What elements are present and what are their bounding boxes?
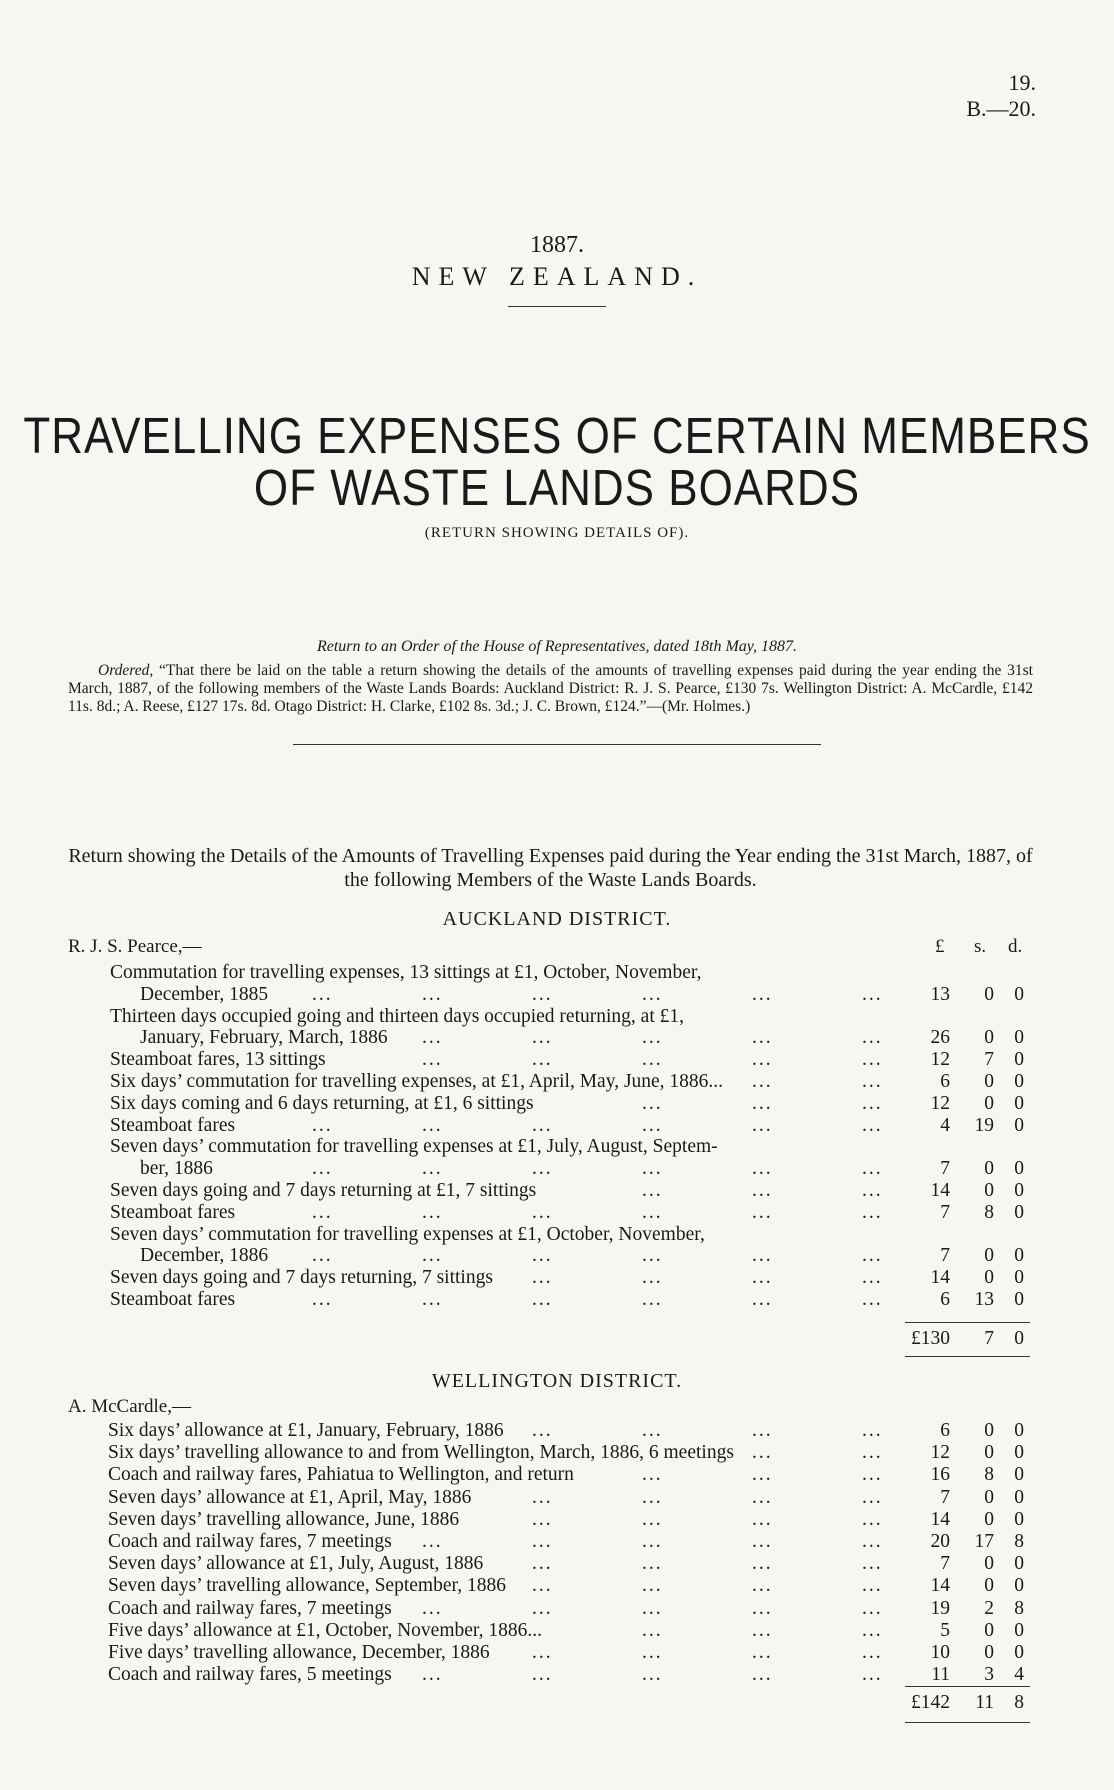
member-name-pearce: R. J. S. Pearce,— [68,936,202,957]
total-shillings: 7 [984,1328,994,1349]
amount-pounds: 7 [940,1486,950,1508]
page-reference: B.—20. [966,96,1036,121]
return-intro: Return showing the Details of the Amounts of Travelling Expenses paid during the Year ending the 31st March, 1887, of the following Members of the Waste Lands Boards. [68,845,1033,891]
amount-pounds: 13 [930,983,950,1005]
amount-pounds: 6 [940,1289,950,1310]
amount-pence: 8 [1014,1531,1024,1552]
amount-pounds: 7 [940,1158,950,1180]
year: 1887. [530,232,584,258]
expense-row: December, 1886 ... ... ... ... ... ... 7 0 0 [140,1245,1024,1267]
ordered-text: “That there be laid on the table a return showing the details of the amounts of travelling expenses paid during the year ending the 31st March, 1887, of the following members of the Waste Lands Boards: Auckland District: R. J. S. Pearce, £130 7s. Wellington District: A. McCardle, £142 11s. 8d.; A. Reese, £127 17s. 8d. Otago District: H. Clarke, £102 8s. 3d.; J. C. Brown, £124.”—(Mr. Holmes.) [68,662,1033,715]
pence-header: d. [1008,936,1023,957]
expense-row: Coach and railway fares, 7 meetings ... ... ... ... ... 19 2 8 [108,1597,1024,1619]
amount-pounds: 16 [930,1464,950,1486]
expense-description: Seven days’ travelling allowance, September, 1886 [108,1575,506,1597]
expense-row: Five days’ travelling allowance, December, 1886 ... ... ... ... 10 0 0 [108,1642,1024,1663]
total-pounds: £130 [911,1328,950,1349]
amount-pounds: 19 [930,1597,950,1619]
amount-pence: 0 [1014,1619,1024,1641]
amount-pence: 0 [1014,1575,1024,1597]
page-number-top: 19. [1008,70,1036,95]
expense-description: Six days’ travelling allowance to and from Wellington, March, 1886, 6 meetings [108,1442,734,1464]
amount-shillings: 0 [984,1575,994,1597]
member-name-mccardle: A. McCardle,— [68,1396,191,1417]
expense-row: Seven days going and 7 days returning, 7 sittings ... ... ... ... 14 0 0 [110,1267,1024,1289]
auckland-total-row [0,1328,1114,1350]
document-subtitle: (RETURN SHOWING DETAILS OF). [424,525,690,541]
amount-shillings: 0 [984,983,994,1005]
amount-pounds: 14 [930,1267,950,1289]
amount-shillings: 0 [984,1442,994,1464]
expense-row: Six days’ travelling allowance to and from Wellington, March, 1886, 6 meetings ... ... 12 0 0 [108,1442,1024,1464]
expense-row: Coach and railway fares, Pahiatua to Wellington, and return ... ... ... 16 8 0 [108,1464,1024,1486]
expense-description: Five days’ allowance at £1, October, November, 1886... [108,1619,542,1641]
expense-description: Seven days’ allowance at £1, April, May, 1886 [108,1486,472,1508]
amount-shillings: 8 [984,1201,994,1223]
ordered-paragraph [68,662,1033,716]
expense-row [0,962,1114,984]
amount-shillings: 0 [984,1420,994,1441]
total-rule [905,1356,1030,1357]
amount-pence: 0 [1014,983,1024,1005]
amount-shillings: 0 [984,1180,994,1201]
expense-row: December, 1885 ... ... ... ... ... ... 13 0 0 [140,983,1024,1005]
page-number [966,70,1036,122]
amount-pence: 0 [1014,1289,1024,1310]
amount-pounds: 6 [940,1420,950,1441]
order-reference: Return to an Order of the House of Representatives, dated 18th May, 1887. [316,638,798,655]
amount-pounds: 10 [930,1642,950,1663]
amount-shillings: 8 [984,1464,994,1486]
expense-row: Coach and railway fares, 7 meetings ... ... ... ... ... 20 17 8 [108,1531,1024,1552]
amount-pence: 0 [1014,1420,1024,1441]
amount-pence: 0 [1014,1442,1024,1464]
amount-pounds: 14 [930,1575,950,1597]
amount-pence: 0 [1014,1180,1024,1201]
divider [293,744,821,745]
expense-description: Seven days’ commutation for travelling expenses at £1, October, November, [110,1223,705,1245]
district-heading-auckland: AUCKLAND DISTRICT. [442,908,672,930]
country: NEW ZEALAND. [411,262,703,291]
amount-shillings: 0 [984,1267,994,1289]
amount-shillings: 3 [984,1664,994,1686]
expense-description: Seven days’ travelling allowance, June, 1886 [108,1508,460,1530]
amount-pence: 0 [1014,1486,1024,1508]
amount-pounds: 12 [930,1049,950,1071]
expense-description: Five days’ travelling allowance, December, 1886 [108,1642,490,1663]
amount-pence: 0 [1014,1114,1024,1136]
expense-row: Seven days’ travelling allowance, September, 1886 ... ... ... ... 14 0 0 [108,1575,1024,1597]
amount-pence: 0 [1014,1245,1024,1267]
document-title-line2: OF WASTE LANDS BOARDS [253,460,861,517]
amount-pence: 0 [1014,1201,1024,1223]
expense-description: Steamboat fares [110,1114,236,1136]
expense-row: Six days’ allowance at £1, January, February, 1886 ... ... ... ... 6 0 0 [108,1420,1024,1441]
expense-description: Thirteen days occupied going and thirteen days occupied returning, at £1, [110,1005,684,1027]
amount-pence: 0 [1014,1642,1024,1663]
amount-pounds: 14 [930,1508,950,1530]
amount-pence: 0 [1014,1553,1024,1575]
amount-pounds: 12 [930,1092,950,1114]
amount-pence: 8 [1014,1597,1024,1619]
expense-row: Six days coming and 6 days returning, at £1, 6 sittings ... ... ... 12 0 0 [110,1092,1024,1114]
amount-pounds: 20 [930,1531,950,1552]
amount-pence: 0 [1014,1049,1024,1071]
expense-row: January, February, March, 1886 ... ... ... ... ... 26 0 0 [140,1027,1024,1049]
total-pence: 8 [1014,1692,1024,1713]
amount-shillings: 19 [974,1114,994,1136]
expense-description: ber, 1886 [140,1158,213,1180]
amount-pence: 4 [1014,1664,1024,1686]
amount-pounds: 7 [940,1201,950,1223]
expense-row [0,1006,1114,1028]
amount-pence: 0 [1014,1027,1024,1049]
expense-row: Seven days’ allowance at £1, July, August, 1886 ... ... ... ... 7 0 0 [108,1553,1024,1575]
expense-row: Coach and railway fares, 5 meetings ... ... ... ... ... 11 3 4 [108,1664,1024,1686]
expense-row: Seven days’ travelling allowance, June, 1886 ... ... ... ... 14 0 0 [108,1508,1024,1530]
wellington-total-row [0,1692,1114,1714]
amount-shillings: 0 [984,1508,994,1530]
amount-shillings: 0 [984,1071,994,1092]
amount-shillings: 2 [984,1597,994,1619]
expense-description: Six days’ allowance at £1, January, February, 1886 [108,1420,504,1441]
expense-description: January, February, March, 1886 [140,1027,388,1049]
expense-description: Seven days going and 7 days returning, 7 sittings [110,1267,493,1289]
amount-shillings: 0 [984,1158,994,1180]
amount-pounds: 12 [930,1442,950,1464]
expense-row: Six days’ commutation for travelling expenses, at £1, April, May, June, 1886... ... ... 6 0 0 [110,1071,1024,1092]
total-rule [905,1686,1030,1687]
amount-shillings: 0 [984,1619,994,1641]
amount-shillings: 13 [974,1289,994,1310]
amount-pence: 0 [1014,1508,1024,1530]
total-shillings: 11 [975,1692,994,1713]
expense-description: Steamboat fares [110,1201,236,1223]
expense-row: Steamboat fares ... ... ... ... ... ... 4 19 0 [110,1114,1024,1136]
expense-row: Steamboat fares ... ... ... ... ... ... 6 13 0 [110,1289,1024,1310]
expense-row: Steamboat fares ... ... ... ... ... ... 7 8 0 [110,1201,1024,1223]
amount-pounds: 5 [940,1619,950,1641]
expense-row: Seven days going and 7 days returning at £1, 7 sittings ... ... ... 14 0 0 [110,1180,1024,1201]
shillings-header: s. [974,936,987,957]
amount-pounds: 11 [931,1664,950,1686]
divider [508,306,606,307]
expense-description: Coach and railway fares, 7 meetings [108,1531,392,1552]
amount-pence: 0 [1014,1267,1024,1289]
ordered-label: Ordered, [98,662,154,679]
expense-description: December, 1885 [140,983,269,1005]
document-title-line1: TRAVELLING EXPENSES OF CERTAIN MEMBERS [23,408,1091,465]
expense-description: Seven days going and 7 days returning at £1, 7 sittings [110,1180,537,1201]
amount-pence: 0 [1014,1464,1024,1486]
amount-pounds: 14 [930,1180,950,1201]
amount-pounds: 6 [940,1071,950,1092]
expense-description: Seven days’ commutation for travelling expenses at £1, July, August, Septem- [110,1136,718,1158]
amount-pence: 0 [1014,1158,1024,1180]
expense-description: Steamboat fares, 13 sittings [110,1049,326,1071]
expense-row: ber, 1886 ... ... ... ... ... ... 7 0 0 [140,1158,1024,1180]
amount-shillings: 0 [984,1092,994,1114]
amount-shillings: 0 [984,1027,994,1049]
expense-description: Coach and railway fares, 7 meetings [108,1597,392,1619]
district-heading-wellington: WELLINGTON DISTRICT. [431,1370,683,1392]
expense-row [0,1224,1114,1246]
expense-row: Steamboat fares, 13 sittings ... ... ... ... ... 12 7 0 [110,1049,1024,1071]
expense-description: Coach and railway fares, Pahiatua to Wellington, and return [108,1464,574,1486]
expense-description: Commutation for travelling expenses, 13 sittings at £1, October, November, [110,962,702,983]
total-rule [905,1322,1030,1323]
amount-shillings: 0 [984,1486,994,1508]
total-rule [905,1722,1030,1723]
amount-pence: 0 [1014,1071,1024,1092]
expense-row [0,1136,1114,1158]
amount-shillings: 7 [984,1049,994,1071]
amount-pounds: 7 [940,1245,950,1267]
expense-description: Six days’ commutation for travelling expenses, at £1, April, May, June, 1886... [110,1071,724,1092]
expense-row: Five days’ allowance at £1, October, November, 1886... ... ... ... 5 0 0 [108,1619,1024,1641]
amount-pounds: 26 [930,1027,950,1049]
total-pence: 0 [1014,1328,1024,1349]
amount-pounds: 7 [940,1553,950,1575]
amount-shillings: 17 [974,1531,994,1552]
amount-shillings: 0 [984,1553,994,1575]
amount-pence: 0 [1014,1092,1024,1114]
expense-description: Coach and railway fares, 5 meetings [108,1664,392,1686]
pounds-header: £ [935,936,945,957]
total-pounds: £142 [911,1692,950,1713]
expense-description: Steamboat fares [110,1289,236,1310]
amount-shillings: 0 [984,1245,994,1267]
expense-description: December, 1886 [140,1245,269,1267]
amount-pounds: 4 [940,1114,950,1136]
expense-row: Seven days’ allowance at £1, April, May, 1886 ... ... ... ... 7 0 0 [108,1486,1024,1508]
expense-description: Seven days’ allowance at £1, July, August, 1886 [108,1553,484,1575]
expense-description: Six days coming and 6 days returning, at £1, 6 sittings [110,1092,534,1114]
amount-shillings: 0 [984,1642,994,1663]
